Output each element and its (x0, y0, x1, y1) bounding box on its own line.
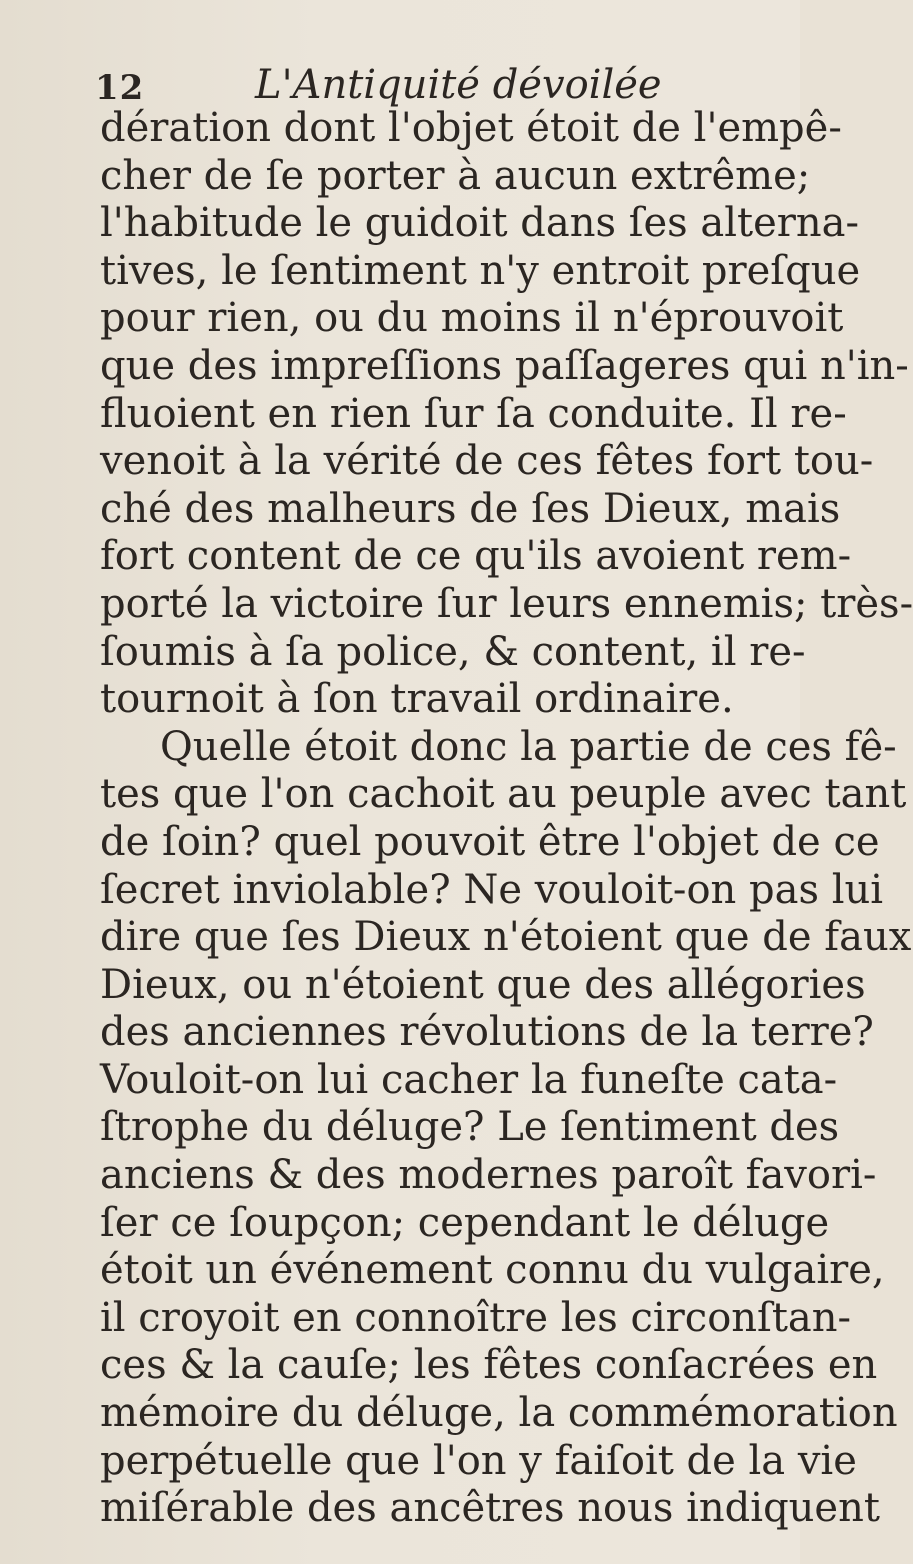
paragraph-1 (100, 105, 913, 724)
text-line: que des impreſſions paſſageres qui n'in- (100, 342, 909, 389)
text-line: porté la victoire ſur leurs ennemis; très- (100, 580, 913, 627)
text-line: fort content de ce qu'ils avoient rem- (100, 533, 852, 580)
text-line: tes que l'on cachoit au peuple avec tant (100, 771, 907, 818)
paragraph-2 (100, 723, 912, 1533)
text-line: l'habitude le guidoit dans ſes alterna- (100, 200, 860, 247)
text-line: ché des malheurs de ſes Dieux, mais (100, 485, 841, 532)
text-line: étoit un événement connu du vulgaire, (100, 1247, 885, 1294)
text-line: il croyoit en connoître les circonſtan- (100, 1294, 852, 1341)
text-line: Vouloit-on lui cacher la funeſte cata- (100, 1056, 838, 1103)
text-line: pour rien, ou du moins il n'éprouvoit (100, 295, 844, 342)
text-line: fluoient en rien ſur ſa conduite. Il re- (100, 390, 847, 437)
text-line: des anciennes révolutions de la terre? (100, 1009, 874, 1056)
text-line: perpétuelle que l'on y faiſoit de la vie (100, 1437, 857, 1484)
text-line: ſecret inviolable? Ne vouloit-on pas lui (100, 866, 884, 913)
text-line: tournoit à ſon travail ordinaire. (100, 676, 734, 723)
text-line: ſtrophe du déluge? Le ſentiment des (100, 1104, 840, 1151)
body-text (100, 105, 913, 1533)
text-line: venoit à la vérité de ces fêtes fort tou- (100, 438, 874, 485)
text-line: Quelle étoit donc la partie de ces fê- (160, 723, 897, 770)
page-number: 12 (95, 68, 145, 108)
text-line: cher de ſe porter à aucun extrême; (100, 152, 811, 199)
text-line: de ſoin? quel pouvoit être l'objet de ce (100, 818, 880, 865)
text-line: dération dont l'objet étoit de l'empê- (100, 105, 842, 151)
text-line: mémoire du déluge, la commémoration (100, 1390, 898, 1437)
text-line: ces & la cauſe; les fêtes conſacrées en (100, 1342, 878, 1389)
text-line: dire que ſes Dieux n'étoient que de faux (100, 914, 912, 961)
text-line: ſer ce ſoupçon; cependant le déluge (100, 1199, 830, 1246)
running-title: L'Antiquité dévoilée (255, 62, 662, 108)
text-line: anciens & des modernes paroît favori- (100, 1152, 877, 1199)
text-line: ſoumis à ſa police, & content, il re- (100, 628, 806, 675)
text-line: Dieux, ou n'étoient que des allégories (100, 961, 866, 1008)
text-line: tives, le ſentiment n'y entroit preſque (100, 247, 861, 294)
text-line: miſérable des ancêtres nous indiquent (100, 1485, 880, 1532)
